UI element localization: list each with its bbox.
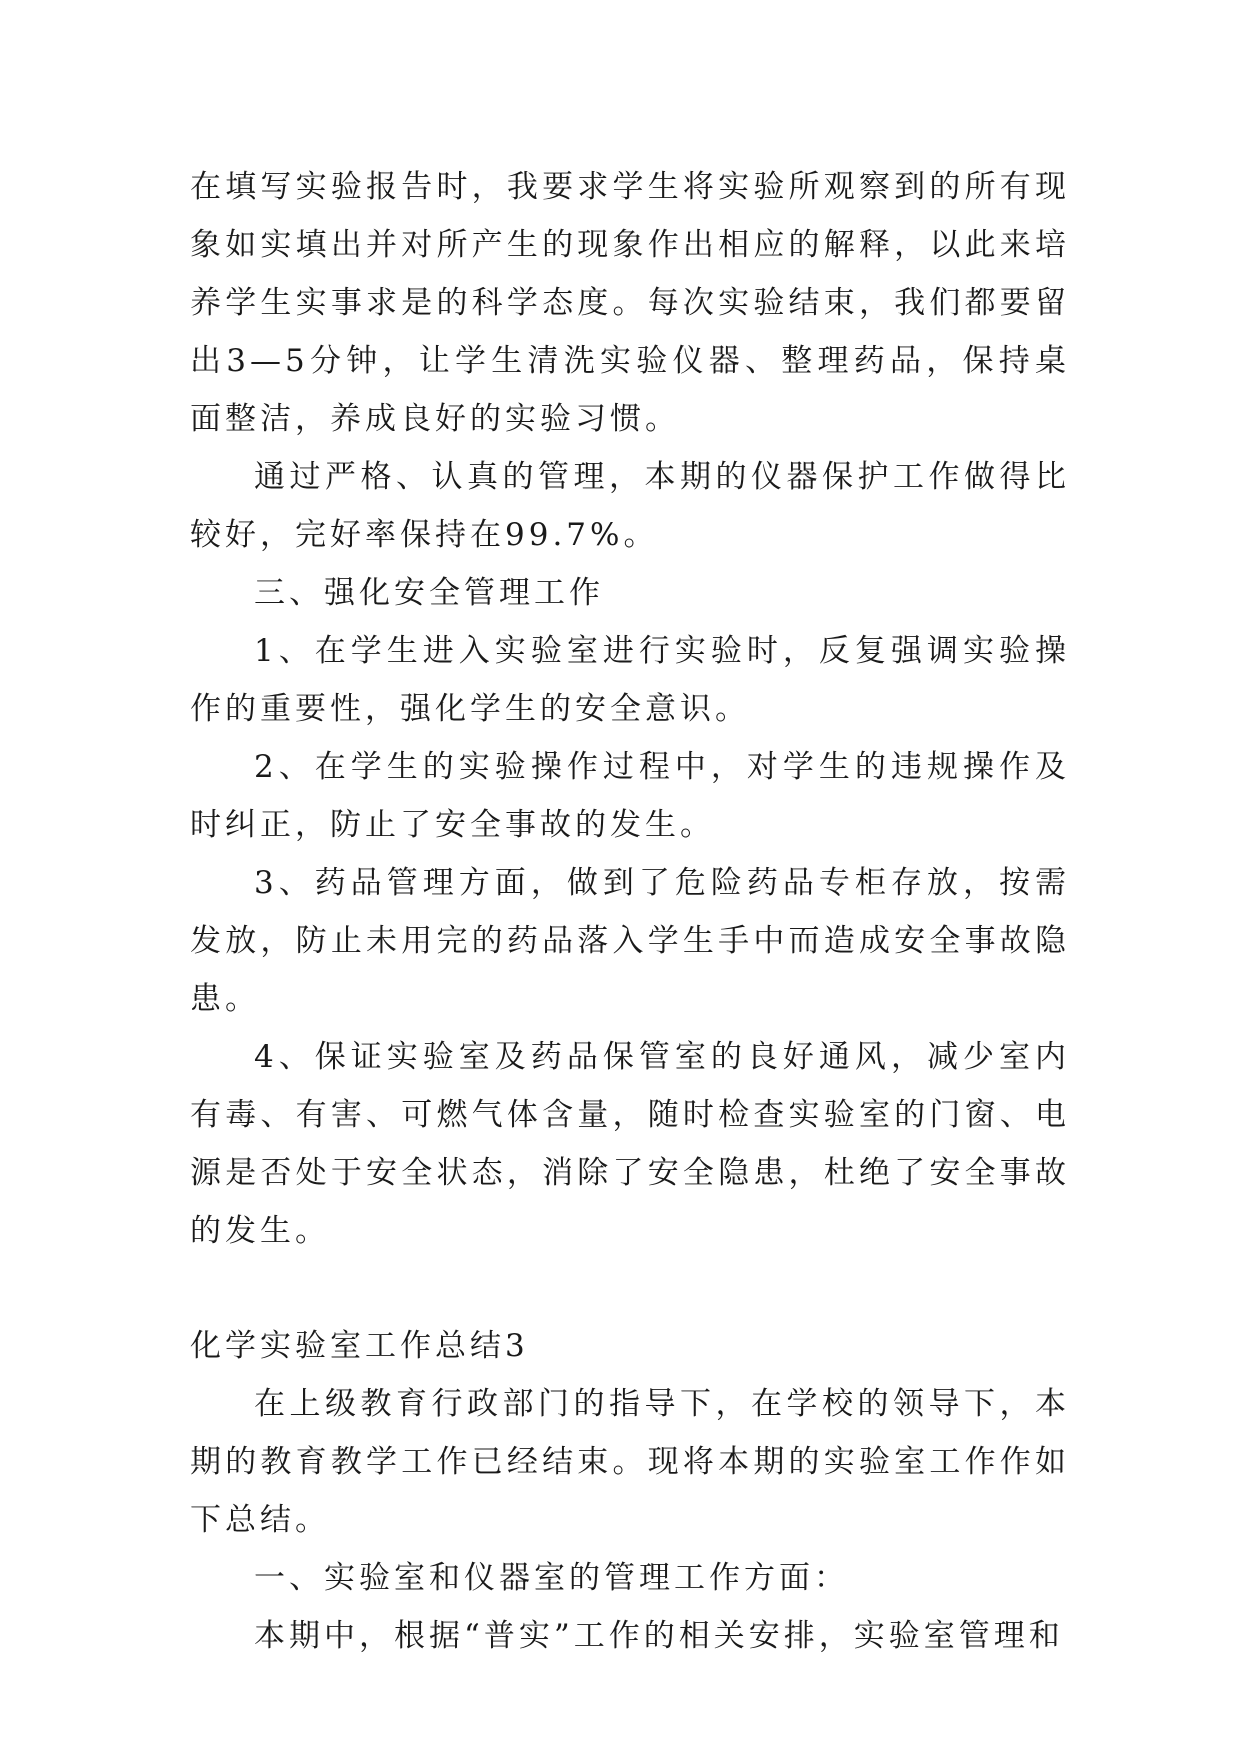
paragraph: 本期中，根据“普实”工作的相关安排，实验室管理和 xyxy=(254,1618,1064,1654)
list-item: 4、保证实验室及药品保管室的良好通风，减少室内有毒、有害、可燃气体含量，随时检查实验室的门窗、电源是否处于安全状态，消除了安全隐患，杜绝了安全事故的发生。 xyxy=(190,1039,1070,1249)
list-item: 3、药品管理方面，做到了危险药品专柜存放，按需发放，防止未用完的药品落入学生手中而造成安全事故隐患。 xyxy=(190,865,1070,1017)
section-heading: 一、实验室和仪器室的管理工作方面： xyxy=(254,1560,849,1596)
paragraph: 在上级教育行政部门的指导下，在学校的领导下，本期的教育教学工作已经结束。现将本期的实验室工作作如下总结。 xyxy=(190,1386,1070,1538)
document-body xyxy=(190,158,1070,1665)
section-heading: 三、强化安全管理工作 xyxy=(254,575,604,611)
paragraph: 在填写实验报告时，我要求学生将实验所观察到的所有现象如实填出并对所产生的现象作出相应的解释，以此来培养学生实事求是的科学态度。每次实验结束，我们都要留出3—5分钟，让学生清洗实验仪器、整理药品，保持桌面整洁，养成良好的实验习惯。 xyxy=(190,169,1070,437)
document-title: 化学实验室工作总结3 xyxy=(190,1328,529,1364)
paragraph: 通过严格、认真的管理，本期的仪器保护工作做得比较好，完好率保持在99.7%。 xyxy=(190,459,1070,553)
list-item: 1、在学生进入实验室进行实验时，反复强调实验操作的重要性，强化学生的安全意识。 xyxy=(190,633,1070,727)
list-item: 2、在学生的实验操作过程中，对学生的违规操作及时纠正，防止了安全事故的发生。 xyxy=(190,749,1070,843)
